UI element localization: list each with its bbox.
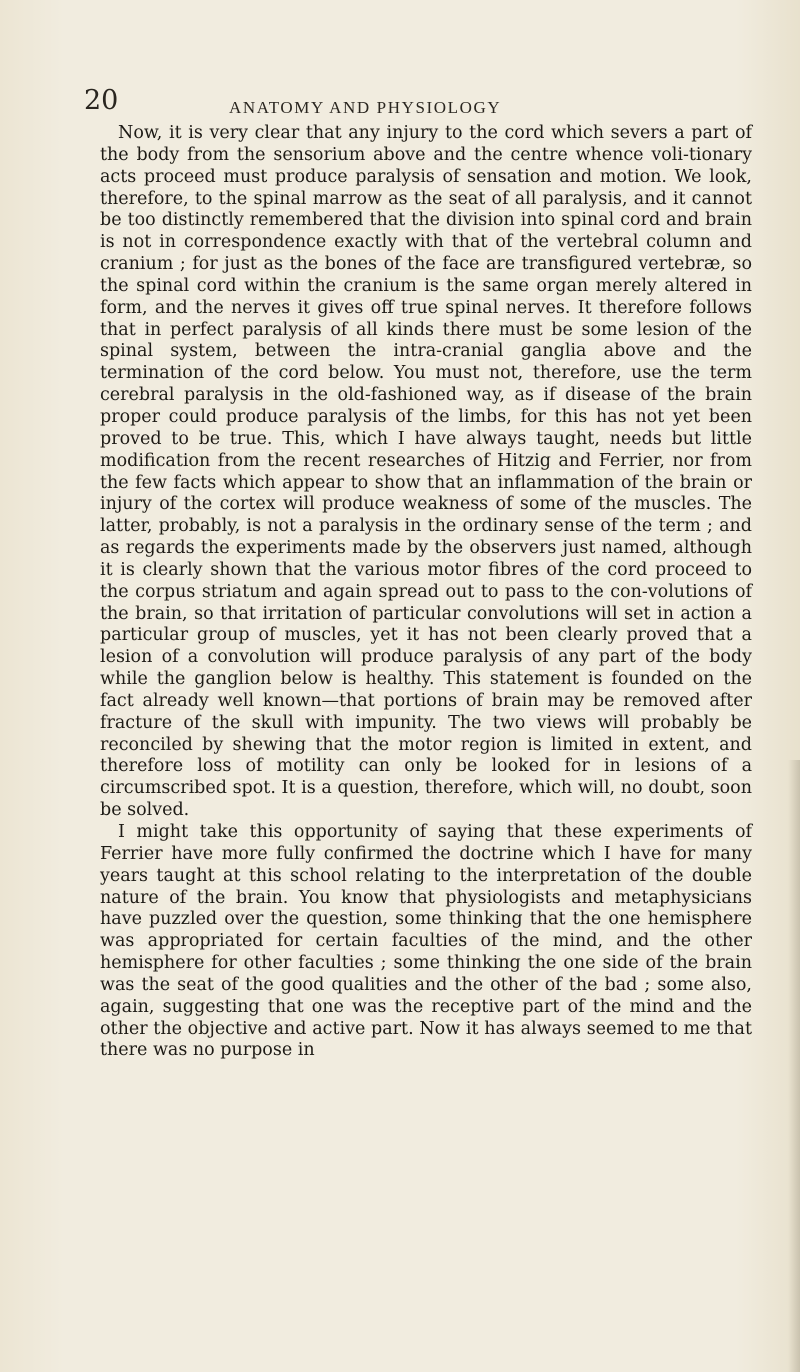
paragraph: I might take this opportunity of saying that these experiments of Ferrier have more fully confirmed the doctrine which I have for many years taught at this school relating to the interpretation of the double nature of the brain. You know that physiologists and metaphysicians have puzzled over the question, some thinking that the one hemisphere was appropriated for certain faculties of the mind, and the other hemisphere for other faculties ; some thinking the one side of the brain was the seat of the good qualities and the other of the bad ; some also, again, suggesting that one was the receptive part of the mind and the other the objective and active part. Now it has always seemed to me that there was no purpose in <box>100 822 752 1061</box>
page-number: 20 <box>84 85 119 116</box>
body-text <box>100 123 752 1062</box>
running-title: ANATOMY AND PHYSIOLOGY <box>229 98 502 117</box>
page-edge-shadow <box>788 760 800 1372</box>
page-header <box>0 86 800 120</box>
paragraph: Now, it is very clear that any injury to the cord which severs a part of the body from the sensorium above and the centre whence voli-tionary acts proceed must produce paralysis of sensation and motion. We look, therefore, to the spinal marrow as the seat of all paralysis, and it cannot be too distinctly remembered that the division into spinal cord and brain is not in correspondence exactly with that of the vertebral column and cranium ; for just as the bones of the face are transfigured vertebræ, so the spinal cord within the cranium is the same organ merely altered in form, and the nerves it gives off true spinal nerves. It therefore follows that in perfect paralysis of all kinds there must be some lesion of the spinal system, between the intra-cranial ganglia above and the termination of the cord below. You must not, therefore, use the term cerebral paralysis in the old-fashioned way, as if disease of the brain proper could produce paralysis of the limbs, for this has not yet been proved to be true. This, which I have always taught, needs but little modification from the recent researches of Hitzig and Ferrier, nor from the few facts which appear to show that an inflammation of the brain or injury of the cortex will produce weakness of some of the muscles. The latter, probably, is not a paralysis in the ordinary sense of the term ; and as regards the experiments made by the observers just named, although it is clearly shown that the various motor fibres of the cord proceed to the corpus striatum and again spread out to pass to the con-volutions of the brain, so that irritation of particular convolutions will set in action a particular group of muscles, yet it has not been clearly proved that a lesion of a convolution will produce paralysis of any part of the body while the ganglion below is healthy. This statement is founded on the fact already well known—that portions of brain may be removed after fracture of the skull with impunity. The two views will probably be reconciled by shewing that the motor region is limited in extent, and therefore loss of motility can only be looked for in lesions of a circumscribed spot. It is a question, therefore, which will, no doubt, soon be solved. <box>100 123 752 821</box>
